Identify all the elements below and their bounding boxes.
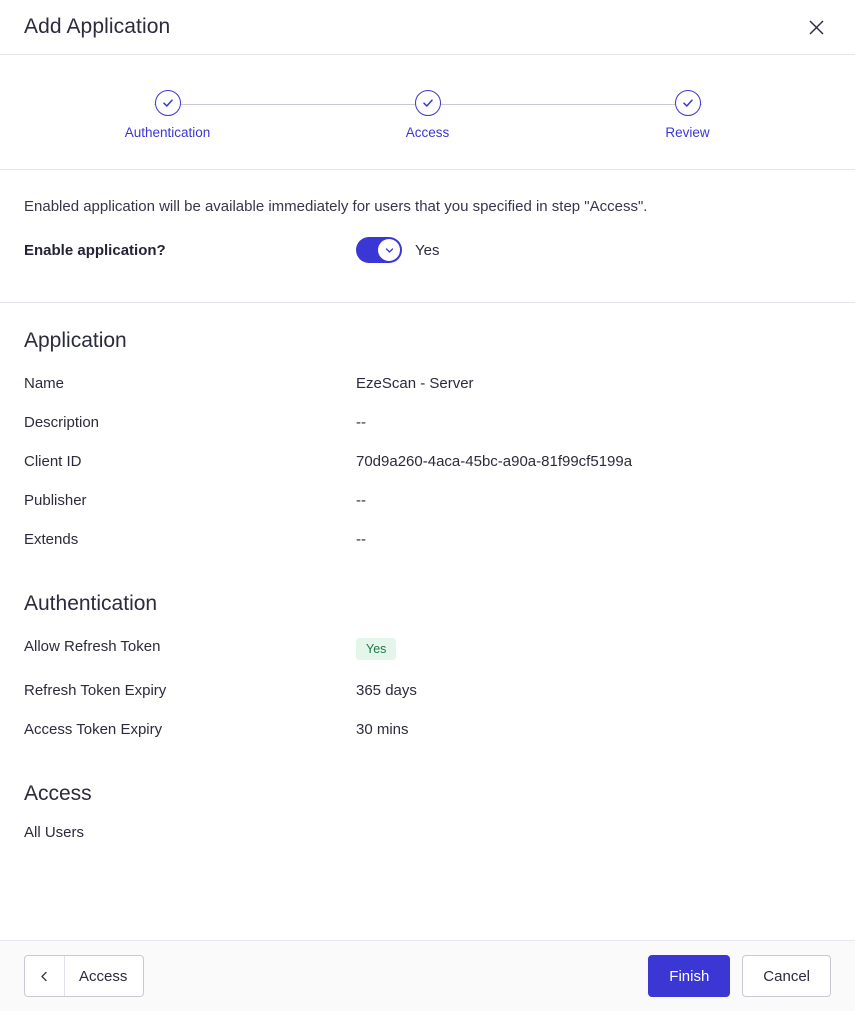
enable-application-section	[0, 170, 855, 303]
field-value: 30 mins	[356, 721, 409, 738]
access-token-expiry-row	[24, 721, 831, 738]
application-publisher-row	[24, 492, 831, 509]
enable-application-value: Yes	[415, 241, 440, 259]
check-circle-icon	[155, 90, 181, 116]
review-summary	[0, 303, 855, 940]
enable-note: Enabled application will be available immediately for users that you specified in step "Access".	[24, 198, 648, 215]
step-label: Review	[665, 125, 710, 140]
cancel-button[interactable]: Cancel	[742, 955, 831, 997]
step-review[interactable]	[628, 90, 748, 140]
step-authentication[interactable]	[108, 90, 228, 140]
status-badge: Yes	[356, 638, 396, 660]
check-circle-icon	[675, 90, 701, 116]
enable-application-toggle[interactable]	[356, 237, 402, 263]
back-button-label: Access	[79, 967, 128, 985]
step-label: Access	[405, 125, 450, 140]
finish-button[interactable]: Finish	[648, 955, 730, 997]
application-extends-row	[24, 531, 831, 548]
field-label: Refresh Token Expiry	[24, 682, 167, 699]
step-label: Authentication	[124, 125, 211, 140]
chevron-down-icon	[378, 239, 400, 261]
field-value: 70d9a260-4aca-45bc-a90a-81f99cf5199a	[356, 453, 633, 470]
step-access[interactable]	[368, 90, 488, 140]
dialog-footer	[0, 940, 855, 1011]
application-description-row	[24, 414, 831, 431]
enable-application-row	[24, 237, 831, 263]
application-section-title: Application	[24, 329, 127, 352]
refresh-token-expiry-row	[24, 682, 831, 699]
field-label: Extends	[24, 531, 79, 548]
field-value: 365 days	[356, 682, 417, 699]
field-label: Client ID	[24, 453, 82, 470]
check-circle-icon	[415, 90, 441, 116]
field-label: Name	[24, 375, 65, 392]
chevron-left-icon	[25, 956, 65, 996]
allow-refresh-token-row	[24, 638, 831, 660]
enable-application-label: Enable application?	[24, 241, 166, 259]
field-value: --	[356, 492, 366, 509]
field-label: Description	[24, 414, 100, 431]
close-icon[interactable]	[801, 12, 831, 42]
application-client-id-row	[24, 453, 831, 470]
access-section-title: Access	[24, 782, 92, 805]
dialog-header	[0, 0, 855, 55]
wizard-stepper	[0, 55, 855, 170]
access-value: All Users	[24, 824, 85, 841]
field-value: --	[356, 414, 366, 431]
field-value: --	[356, 531, 366, 548]
application-name-row	[24, 375, 831, 392]
field-value: EzeScan - Server	[356, 375, 474, 392]
page-title: Add Application	[24, 15, 171, 38]
back-button[interactable]	[24, 955, 144, 997]
authentication-section-title: Authentication	[24, 592, 158, 615]
footer-actions	[648, 955, 831, 997]
field-label: Allow Refresh Token	[24, 638, 161, 655]
field-label: Publisher	[24, 492, 87, 509]
field-label: Access Token Expiry	[24, 721, 163, 738]
